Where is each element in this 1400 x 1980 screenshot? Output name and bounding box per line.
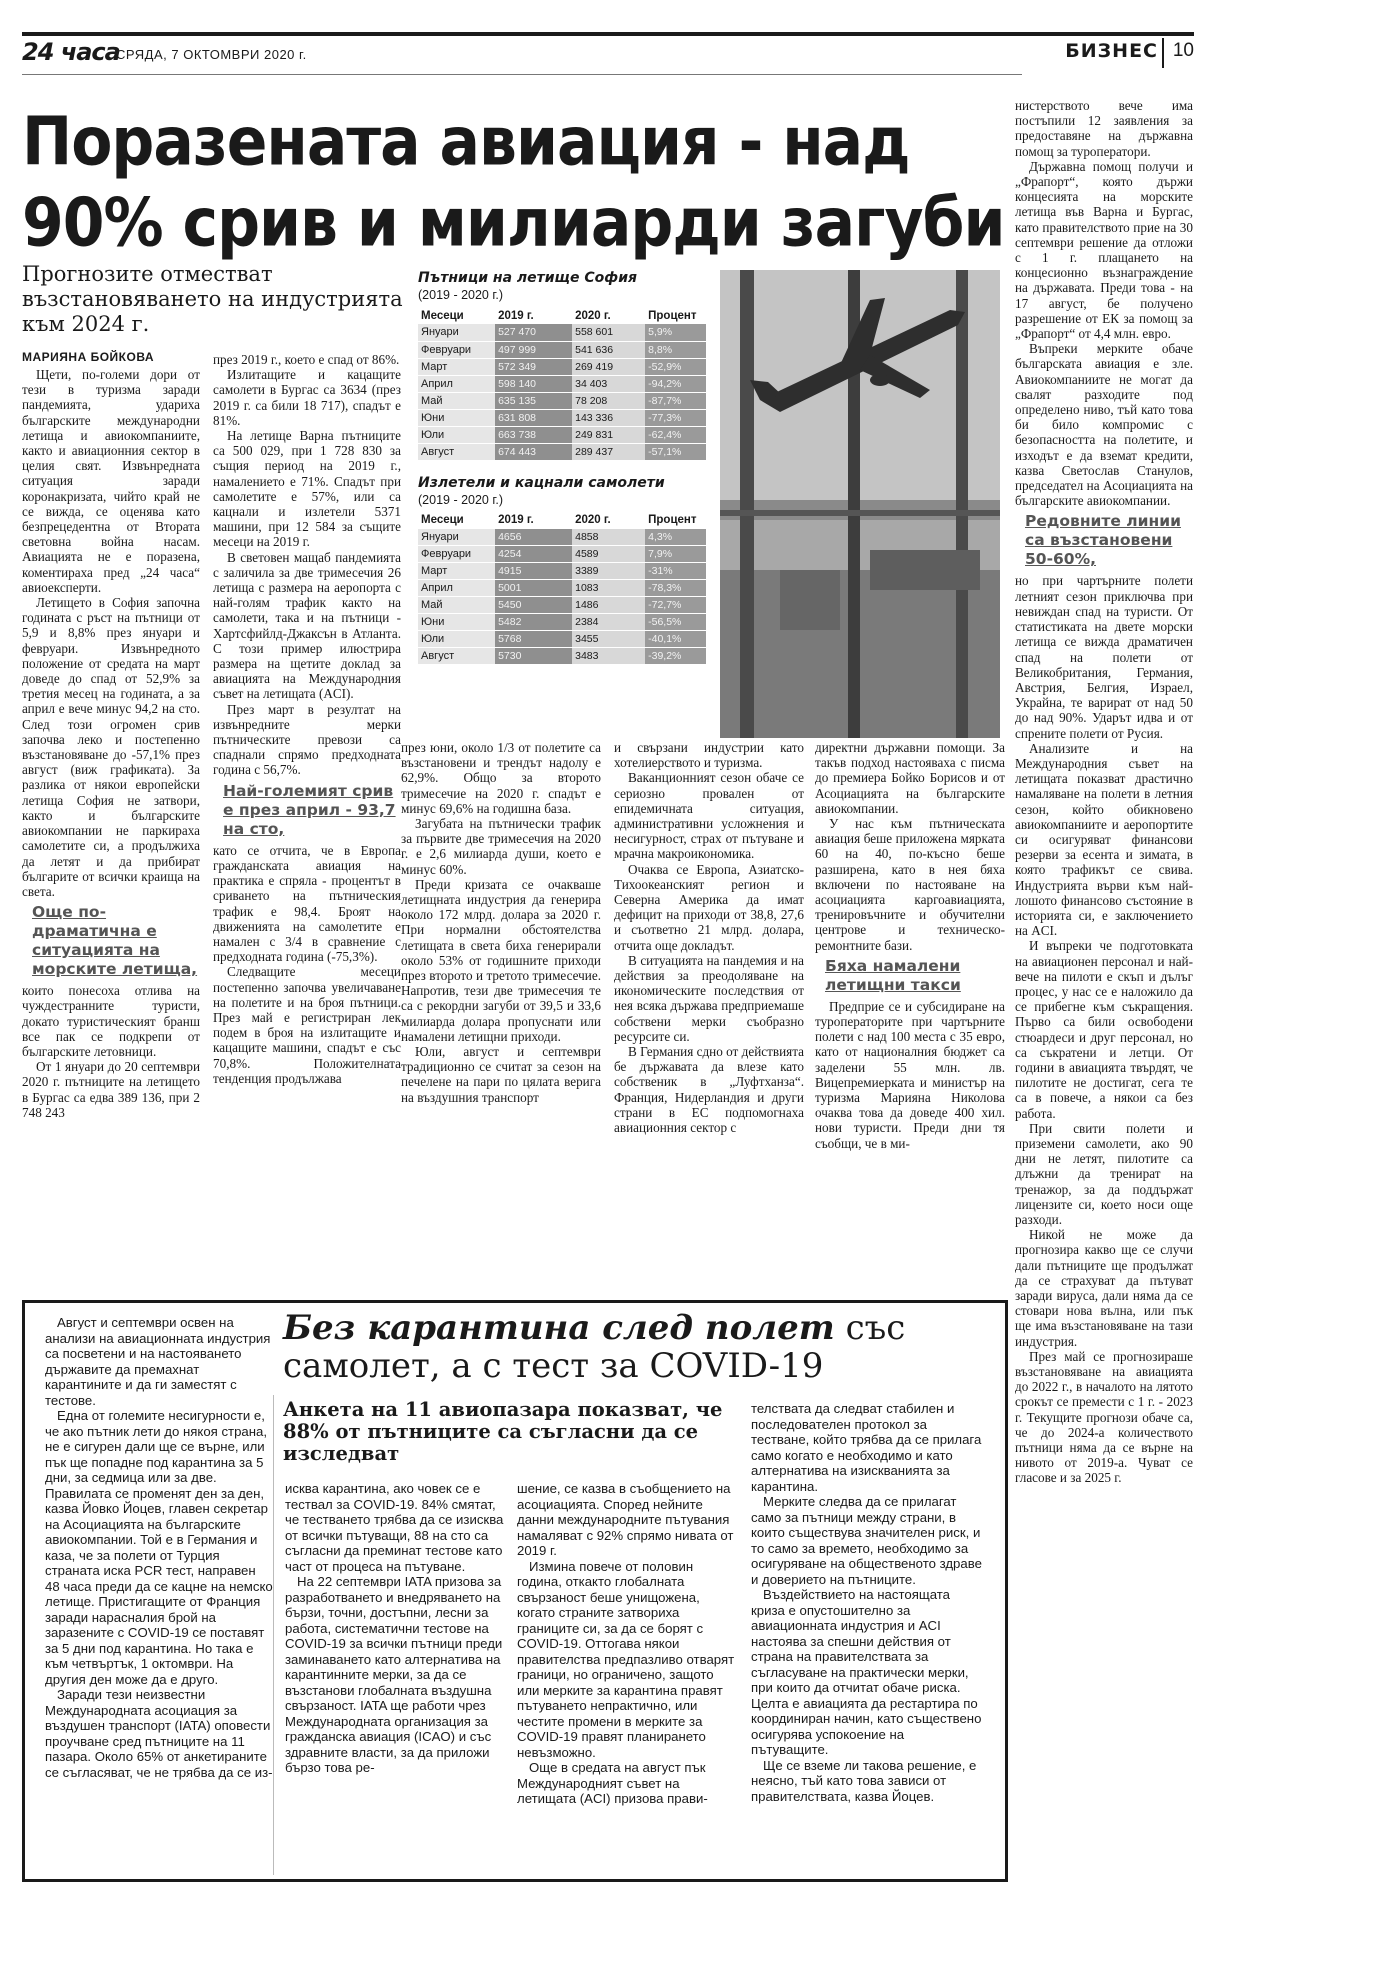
table-cell: Януари [418, 324, 495, 341]
table-cell: 527 470 [495, 324, 572, 341]
table-cell: -40,1% [645, 631, 706, 648]
feature-subheadline: Анкета на 11 авиопазара показват, че 88% от пътниците са съгласни да се изследват [283, 1398, 723, 1465]
issue-date: СРЯДА, 7 ОКТОМВРИ 2020 г. [116, 47, 307, 62]
paragraph: Ще се вземе ли такова решение, е неясно, тъй като това зависи от правителствата, казва Йоцев. [751, 1757, 977, 1804]
article-byline: МАРИЯНА БОЙКОВА [22, 350, 155, 364]
table-cell: Април [418, 580, 495, 597]
table-cell: -62,4% [645, 426, 706, 443]
table-row [418, 580, 706, 597]
paragraph: като се отчита, че в Европа гражданската авиация на практика е спряла - процентът в сриването на пътническия трафик е 98,4. Броят на движенията на самолетите е намален с 3/4 в сравнение с предходната година (-75,3%). [213, 842, 401, 965]
table-cell: 5001 [495, 580, 572, 597]
table-cell: 3389 [572, 563, 645, 580]
table-cell: 289 437 [572, 443, 645, 460]
covid-test-feature-box [22, 1300, 1008, 1882]
table-cell: 635 135 [495, 392, 572, 409]
table-cell: 5482 [495, 614, 572, 631]
table-cell: Юли [418, 631, 495, 648]
paragraph: В ситуацията на пандемия и на действия за преодоляване на икономическите последствия от нея всяка държава предприемаше собствени мерки съобразно ресурсите си. [614, 952, 804, 1044]
paragraph: Август и септември освен на анализи на авиационната индустрия са посветени и на настояването държавите да премахнат карантините и да ги заместят с тестове. [45, 1315, 271, 1408]
column-header: 2019 г. [498, 514, 534, 526]
passengers-table-title: Пътници на летище София [418, 270, 637, 286]
newspaper-logo: 24 часа [22, 38, 120, 66]
paragraph: През март в резултат на извънредните мерки пътническите превози са спаднали спрямо предходната година с 56,7%. [213, 701, 401, 778]
article-column-3 [401, 740, 601, 1105]
paragraph: които понесоха отлива на чуждестранните туристи, докато туристическият бранш все пак се подкрепи от българските летовници. [22, 983, 200, 1059]
passengers-table-subtitle: (2019 - 2020 г.) [418, 288, 504, 302]
table-cell: -56,5% [645, 614, 706, 631]
table-cell: 4858 [572, 529, 645, 546]
column-header: 2020 г. [575, 309, 611, 322]
headline-line-2: 90% срив и милиарди загуби [22, 183, 1005, 263]
table-cell: Май [418, 392, 495, 409]
paragraph: шение, се казва в съобщението на асоциацията. Според нейните данни международните пътувания намаляват с 92% спрямо нивата от 2019 г. [517, 1481, 734, 1558]
column-header: Процент [648, 514, 697, 526]
feature-column-1 [45, 1315, 273, 1780]
table-row [418, 597, 706, 614]
headline-line-1: Поразената авиация - над [22, 103, 910, 182]
paragraph: Очаква се Европа, Азиатско-Тихоокеанският регион и Северна Америка да имат дефицит на приходи от 38,8, 27,6 и съответно 21 млрд. долара, отчита още докладът. [614, 861, 804, 953]
article-column-5 [815, 740, 1005, 1151]
table-cell: 3455 [572, 631, 645, 648]
paragraph: Още в средата на август пък Международният съвет на летищата (ACI) призова прави- [517, 1760, 708, 1806]
paragraph: Една от големите несигурности е, че ако пътник лети до някоя страна, не е сигурен дали ще се върне, или пък ще попадне под карантина за 5 дни, за седмица или за две. Правилата се променят ден за ден, казва Йовко Йоцев, главен секретар на Асоциацията на българските авиокомпании. Той е в Германия и каза, че за полети от Турция страната иска PCR тест, направен 48 часа преди да се кацне на немско летище. Пристигащите от Франция заради нарасналия брой на заразените с COVID-19 се поставят за 5 дни под карантина. Но така е към четвъртък, 1 октомври. На другия ден може да е друго. [45, 1408, 273, 1687]
table-cell: 5450 [495, 597, 572, 614]
table-row [418, 392, 706, 409]
article-column-1 [22, 367, 200, 1120]
paragraph: Летището в София започна годината с ръст на пътници от 5,9 и 8,8% през януари и февруари. Извънредното положение от средата на март доведе до спад от 52,9% за третия месец на годината, а за април е вече минус 94,2 на сто. След този огромен срив започва леко и постепенно възстановяване до -57,1% през август (виж графиката). За разлика от някои европейски летища София не затвори, както и българските авиокомпании не паркираха самолетите си, а продължиха да летят и да прибират българите от всички краища на света. [22, 595, 200, 899]
paragraph: директни държавни помощи. За такъв подход настояваха с писма до премиера Бойко Борисов и от Асоциацията на българските авиокомпании. [815, 740, 1005, 816]
table-cell: Февруари [418, 546, 495, 563]
paragraph: телствата да следват стабилен и последователен протокол за тестване, който трябва да се прилага само когато е необходимо и като алтернатива на изискванията за карантина. [751, 1401, 982, 1494]
feature-headline [283, 1309, 995, 1385]
table-row [418, 324, 706, 341]
feature-divider [273, 1395, 274, 1875]
top-rule [22, 32, 1194, 36]
paragraph: При свити полети и приземени самолети, ако 90 дни не летят, пилотите са длъжни да тренират на тренажор, за да поддържат лицензите си, което носи още разходи. [1015, 1120, 1193, 1228]
table-cell: -57,1% [645, 443, 706, 460]
table-cell: 598 140 [495, 375, 572, 392]
paragraph: На 22 септември IATA призова за разработването и внедряването на бързи, точни, достъпни, лесни за работа, систематични тестове на COVID-19 за всички пътници преди заминаването като алтернатива на карантинните мерки, за да се възстанови глобалната въздушна свързаност. IATA ще работи чрез Международната организация за гражданска авиация (ICAO) и със здравните власти, за да приложи бързо това ре- [285, 1574, 503, 1775]
paragraph: през 2019 г., което е спад от 86%. [213, 352, 400, 367]
airplane-illustration [720, 270, 1000, 738]
table-cell: 5730 [495, 648, 572, 665]
table-cell: 631 808 [495, 409, 572, 426]
table-cell: Март [418, 358, 495, 375]
section-subhead: Още по-драматична е ситуацията на морските летища, [32, 903, 198, 979]
table-cell: Юли [418, 426, 495, 443]
paragraph: Измина повече от половин година, откакто глобалната свързаност беше унищожена, когато страните затвориха границите си, за да се борят с COVID-19. Оттогава някои правителства предпазливо отварят граници, но ограничено, защото или мерките за карантина правят пътуването непрактично, или честите промени в мерките за COVID-19 правят планирането невъзможно. [517, 1558, 735, 1760]
statistics-tables [418, 270, 720, 738]
column-header: 2019 г. [498, 309, 534, 322]
column-header: Месеци [421, 309, 464, 322]
column-header: Процент [648, 309, 697, 322]
paragraph: Юли, август и септември традиционно се считат за сезон на печелене на пари по цялата верига на въздушния транспорт [401, 1044, 601, 1105]
table-cell: Април [418, 375, 495, 392]
table-cell: 5,9% [645, 324, 706, 341]
table-row [418, 529, 706, 546]
article-column-6 [1015, 98, 1193, 1486]
table-cell: 249 831 [572, 426, 645, 443]
table-cell: 2384 [572, 614, 645, 631]
table-cell: Март [418, 563, 495, 580]
table-cell: 5768 [495, 631, 572, 648]
paragraph: Загубата на пътнически трафик за първите две тримесечия на 2020 г. е 2,6 милиарда души, което е минус 60%. [401, 816, 601, 877]
column-header: 2020 г. [575, 514, 611, 526]
paragraph: В Германия сдно от действията бе държавата да влезе като собственик в „Луфтханза“. Франция, Нидерландия и други страни в ЕС подпомогнаха авиационния сектор с [614, 1044, 804, 1136]
table-cell: -87,7% [645, 392, 706, 409]
paragraph: Излитащите и кацащите самолети в Бургас са 3634 (през 2019 г. са били 18 717), спадът е 81%. [213, 367, 401, 428]
table-row [418, 546, 706, 563]
feature-column-3 [517, 1481, 739, 1807]
table-row [418, 443, 706, 460]
table-cell: Февруари [418, 341, 495, 358]
feature-headline-rest: със самолет, а с тест за COVID-19 [283, 1308, 906, 1386]
paragraph: От 1 януари до 20 септември 2020 г. пътниците на летището в Бургас са едва 389 136, при 2 748 243 [22, 1059, 200, 1120]
paragraph: На летище Варна пътниците са 500 029, при 1 728 830 за същия период на 2019 г., намалението е 71%. Спадът при самолетите е 57%, или са кацнали и излетели 5371 машини, при 12 584 за същите месеци на 2019 г. [213, 428, 401, 550]
table-row [418, 409, 706, 426]
table-cell: 269 419 [572, 358, 645, 375]
table-cell: 3483 [572, 648, 645, 665]
paragraph: Следващите месеци постепенно започва увеличаване на полетите и на броя пътници. През май е регистриран лек подем в броя на излитащите и кацащите машини, спадът е със 70,8%. Положителната тенденция продължава [213, 964, 401, 1086]
masthead-divider [22, 74, 1022, 75]
table-cell: 497 999 [495, 341, 572, 358]
flights-table-subtitle: (2019 - 2020 г.) [418, 492, 504, 507]
table-cell: Август [418, 648, 495, 665]
table-cell: -72,7% [645, 597, 706, 614]
feature-headline-bold: Без карантина след полет [283, 1308, 835, 1348]
masthead [22, 38, 1194, 72]
table-row [418, 341, 706, 358]
table-cell: Май [418, 597, 495, 614]
paragraph: през юни, около 1/3 от полетите са възстановени и трендът надолу е 62,9%. Общо за второто тримесечие на 2020 г. спадът е минус 69,6% на годишна база. [401, 740, 601, 816]
table-cell: 558 601 [572, 324, 645, 341]
paragraph: но при чартърните полети летният сезон приключва при невиждан спад на туристи. От статистиката на двете морски летища се вижда драматичен спад на полети от Великобритания, Германия, Австрия, Белгия, Израел, Украйна, те варират от над 50 до над 90%. Ударът идва и от спрените полети от Русия. [1015, 573, 1193, 741]
table-cell: 4254 [495, 546, 572, 563]
table-cell: Юни [418, 409, 495, 426]
table-row [418, 563, 706, 580]
passengers-table [418, 307, 706, 461]
table-cell: -39,2% [645, 648, 706, 665]
page-number: 10 [1162, 38, 1194, 68]
table-row [418, 375, 706, 392]
section-subhead: Най-големият срив е през април - 93,7 на сто, [223, 781, 396, 838]
table-cell: 1486 [572, 597, 645, 614]
flights-table [418, 512, 706, 666]
article-column-4 [614, 740, 804, 1135]
feature-column-2 [285, 1481, 505, 1776]
airplane-photo [720, 270, 1000, 738]
table-cell: 8,8% [645, 341, 706, 358]
paragraph: През май се прогнозираше възстановяване на авиацията до 2022 г., в началото на лятото срокът се премести с 1 г. - 2023 г. Текущите прогнози обаче са, че до 2024-а количеството пътници няма да се върне на нивото от 2019-а. Чуват се гласове и за 2025 г. [1015, 1348, 1193, 1486]
column-header: Месеци [421, 514, 464, 526]
paragraph: И въпреки че подготовката на авиационен персонал и най-вече на пилоти е скъп и дълъг процес, у нас се е наложило да се прибегне към съкращения. Първо са били освободени стюардеси и друг персонал, но са съкратени и летци. От години в авиацията твърдят, че пилотите не достигат, сега те са в повече, а някои са без работа. [1015, 938, 1193, 1121]
table-cell: -78,3% [645, 580, 706, 597]
table-row [418, 358, 706, 375]
table-cell: 4,3% [645, 529, 706, 546]
table-cell: 1083 [572, 580, 645, 597]
paragraph: исква карантина, ако човек се е тествал за COVID-19. 84% смятат, че тестването трябва да се изисква от всички пътуващи, 88 на сто са съгласни да преминат тестове като част от процеса на пътуване. [285, 1481, 504, 1574]
paragraph: Никой не може да прогнозира какво ще се случи дали пътниците ще продължат да се страхуват да пътуват заради вируса, дали няма да се стовари нова вълна, или пък ще има възстановяване на тази индустрия. [1015, 1227, 1193, 1349]
article-headline [22, 102, 1012, 263]
section-subhead: Бяха намалени летищни такси [825, 956, 961, 994]
table-cell: -94,2% [645, 375, 706, 392]
paragraph: У нас към пътническата авиация беше приложена мярката 60 на 40, по-късно беше разширена, като в нея бяха включени по настояване на асоциацията каргоавиацията, тренировъчните и обучителни центрове и техническо-ремонтните бази. [815, 816, 1005, 953]
paragraph: Заради тези неизвестни Международната асоциация за въздушен транспорт (IATA) оповести проучване сред пътниците на 11 пазара. Около 65% от анкетираните се съгласяват, че не трябва да се из- [45, 1687, 273, 1780]
table-row [418, 631, 706, 648]
table-cell: 663 738 [495, 426, 572, 443]
feature-column-4 [751, 1401, 983, 1804]
paragraph: Щети, по-големи дори от тези в туризма заради пандемията, удариха българските международни летища и авиокомпаниите, както и авиационния сектор в целия свят. Извънредната ситуация заради коронакризата, чийто край не се вижда, се оценява като безпрецедентна от Втората световна война насам. Авиацията не е поразена, коментираха пред „24 часа“ авиоексперти. [22, 367, 200, 595]
table-cell: 7,9% [645, 546, 706, 563]
paragraph: В световен мащаб пандемията с заличила за две тримесечия 26 летища с размера на аеропорта с най-голям трафик както на самолети, така и на пътници - Хартсфийлд-Джаксън в Атланта. С този пример илюстрира размера на щетите доклад за авиацията на Международния съвет на летищата (ACI). [213, 549, 401, 702]
paragraph: Въздействието на настоящата криза е опустошително за авиационната индустрия и ACI настоява за спешни действия от страна на правителствата за съгласуване на практически мерки, при които да отчитат обаче риска. Целта е авиацията да рестартира по координиран начин, като съществено осигурява успокоение на пътуващите. [751, 1587, 982, 1757]
paragraph: Анализите и на Международния съвет на летищата показват драстично намаляване на полети в летния сезон, който обикновено авиокомпаниите и аеропортите си осигуряват финансови резерви за есента и зимата, в която трафикът се свива. Индустрията върви към най-лошото финансово състояние в историята си, е заключението на ACI. [1015, 740, 1193, 939]
table-cell: 143 336 [572, 409, 645, 426]
table-row [418, 614, 706, 631]
table-cell: 572 349 [495, 358, 572, 375]
paragraph: Преди кризата се очакваше летищната индустрия да генерира около 172 млрд. долара за 2020 г. При нормални обстоятелства летищата в света биха генерирали около 53% от годишните приходи през второто и третото тримесечие. Напротив, тези две тримесечия те са с рекордни загуби от 39,5 и 33,6 милиарда долара пропуснати или намалени летищни приходи. [401, 876, 601, 1044]
table-row [418, 426, 706, 443]
paragraph: и свързани индустрии като хотелиерството и туризма. [614, 740, 804, 771]
paragraph: Въпреки мерките обаче българската авиация е зле. Авиокомпаниите не могат да свалят разходите под определено ниво, тъй като това би било компромис с безопасността на полетите, и изходът е да вземат кредити, казва Светослав Станулов, председател на Асоциацията на българските авиокомпании. [1015, 341, 1193, 509]
table-cell: Януари [418, 529, 495, 546]
table-cell: 541 636 [572, 341, 645, 358]
table-cell: -31% [645, 563, 706, 580]
table-cell: 34 403 [572, 375, 645, 392]
section-name: БИЗНЕС [1065, 40, 1158, 62]
section-subhead: Редовните линии са възстановени 50-60%, [1025, 512, 1181, 569]
paragraph: Държавна помощ получи и „Фрапорт“, която държи концесията на морските летища във Варна и Бургас, като правителството прие на 30 септември решение да отложи с 1 г. плащането на концесионно възнаграждение на държавата. Преди това - на 17 август, бе получено разрешение от ЕК за помощ за „Фрапорт“ от 4,4 млн. евро. [1015, 158, 1193, 342]
table-cell: Юни [418, 614, 495, 631]
article-subheadline: Прогнозите отместват възстановяването на индустрията към 2024 г. [22, 262, 403, 336]
table-cell: -77,3% [645, 409, 706, 426]
table-cell: 4656 [495, 529, 572, 546]
paragraph: Мерките следва да се прилагат само за пътници между страни, в които съществува значителен риск, и то само за времето, необходимо за осигуряване на общественото здраве и доверието на пътниците. [751, 1494, 982, 1587]
table-cell: 4915 [495, 563, 572, 580]
table-cell: -52,9% [645, 358, 706, 375]
flights-table-title: Излетели и кацнали самолети [418, 474, 665, 491]
table-cell: 674 443 [495, 443, 572, 460]
table-row [418, 648, 706, 665]
table-cell: Август [418, 443, 495, 460]
paragraph: нистерството вече има постъпили 12 заявления за предоставяне на държавна помощ за туроператори. [1015, 98, 1193, 159]
paragraph: Ваканционният сезон обаче се сериозно провален от епидемичната ситуация, административни усложнения и несигурност, страх от пътуване и мрачна макроикономика. [614, 770, 804, 862]
table-cell: 4589 [572, 546, 645, 563]
table-cell: 78 208 [572, 392, 645, 409]
paragraph: Предприе се и субсидиране на туроператорите при чартърните полети с над 100 места с 35 евро, като от националния бюджет са заделени 55 млн. лв. Вицепремиерката и министър на туризма Марияна Николова очаква това да доведе 400 хил. нови туристи. Преди дни тя съобщи, че в ми- [815, 998, 1005, 1151]
article-column-2 [213, 352, 401, 1086]
